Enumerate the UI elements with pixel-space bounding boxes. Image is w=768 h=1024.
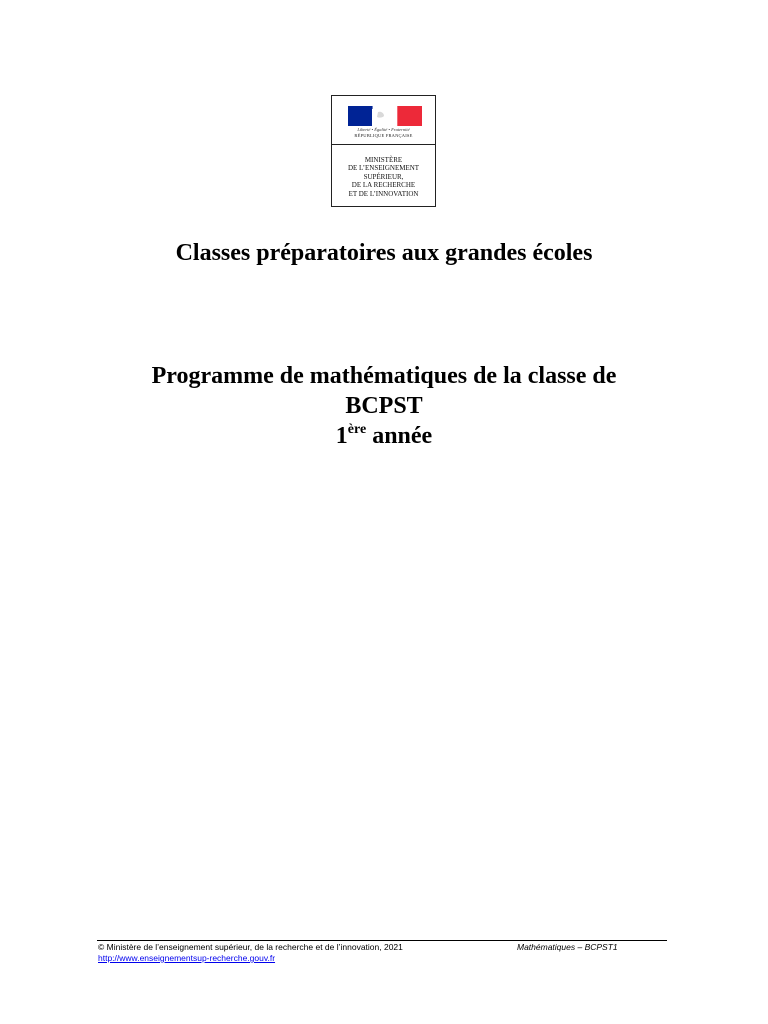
footer-document-label: Mathématiques – BCPST1 xyxy=(517,942,618,952)
program-title-line2: BCPST xyxy=(345,393,423,419)
program-title-line1: Programme de mathématiques de la classe de xyxy=(151,363,617,389)
marianne-flag-icon xyxy=(348,106,422,126)
footer-copyright: © Ministère de l’enseignement supérieur, de la recherche et de l’innovation, 2021 xyxy=(98,942,403,952)
footer-url-link[interactable]: http://www.enseignementsup-recherche.gouv.fr xyxy=(98,953,276,963)
ministry-line: ET DE L’INNOVATION xyxy=(348,189,419,198)
year-number: 1 xyxy=(335,423,348,449)
program-year xyxy=(0,421,768,451)
ministry-line: DE L’ENSEIGNEMENT xyxy=(347,164,420,173)
ministry-line: DE LA RECHERCHE xyxy=(351,181,416,190)
logo-divider xyxy=(332,144,435,145)
marianne-block xyxy=(332,96,435,143)
ministry-line: MINISTÈRE xyxy=(364,156,403,164)
year-superscript: ère xyxy=(347,422,367,437)
document-title: Classes préparatoires aux grandes écoles xyxy=(175,240,593,266)
program-title xyxy=(0,361,768,451)
year-word: année xyxy=(372,423,433,449)
footer-divider xyxy=(97,940,667,941)
logo-motto: Liberté • Égalité • Fraternité xyxy=(357,127,410,132)
ministry-logo xyxy=(331,95,436,207)
logo-ministry-name xyxy=(332,156,435,198)
footer-left xyxy=(98,942,403,964)
ministry-line: SUPÉRIEUR, xyxy=(363,172,404,181)
logo-republic: RÉPUBLIQUE FRANÇAISE xyxy=(354,133,413,138)
